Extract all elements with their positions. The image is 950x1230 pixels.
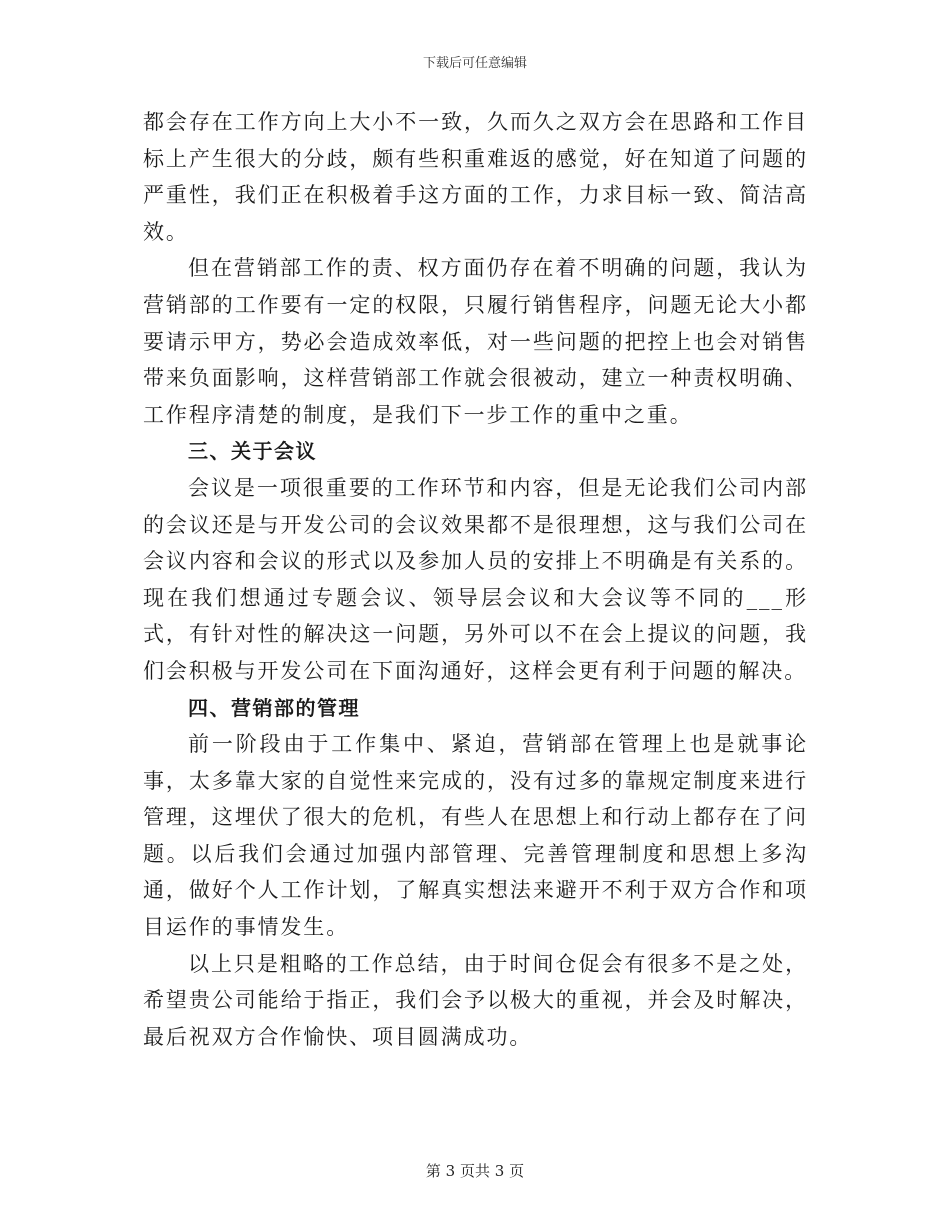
section-heading-management: 四、营销部的管理 xyxy=(188,695,360,720)
header-note: 下载后可任意编辑 xyxy=(422,56,527,71)
paragraph-meetings: 会议是一项很重要的工作环节和内容，但是无论我们公司内部的会议还是与开发公司的会议效果都不是很理想，这与我们公司在会议内容和会议的形式以及参加人员的安排上不明确是有关系的。现在我们想通过专题会议、领导层会议和大会议等不同的___形式，有针对性的解决这一问题，另外可以不在会上提议的问题，我们会积极与开发公司在下面沟通好，这样会更有利于问题的解决。 xyxy=(143,475,808,683)
paragraph-management: 前一阶段由于工作集中、紧迫，营销部在管理上也是就事论事，太多靠大家的自觉性来完成的，没有过多的靠规定制度来进行管理，这埋伏了很大的危机，有些人在思想上和行动上都存在了问题。以后我们会通过加强内部管理、完善管理制度和思想上多沟通，做好个人工作计划，了解真实想法来避开不利于双方合作和项目运作的事情发生。 xyxy=(143,732,808,940)
document-body xyxy=(143,104,808,1055)
page-number: 第 3 页共 3 页 xyxy=(425,1162,525,1180)
section-heading-meetings: 三、关于会议 xyxy=(188,439,317,464)
paragraph-responsibility: 但在营销部工作的责、权方面仍存在着不明确的问题，我认为营销部的工作要有一定的权限，只履行销售程序，问题无论大小都要请示甲方，势必会造成效率低，对一些问题的把控上也会对销售带来负面影响，这样营销部工作就会很被动，建立一种责权明确、工作程序清楚的制度，是我们下一步工作的重中之重。 xyxy=(143,256,808,427)
paragraph-closing: 以上只是粗略的工作总结，由于时间仓促会有很多不是之处，希望贵公司能给于指正，我们会予以极大的重视，并会及时解决，最后祝双方合作愉快、项目圆满成功。 xyxy=(143,951,808,1049)
paragraph-continuation: 都会存在工作方向上大小不一致，久而久之双方会在思路和工作目标上产生很大的分歧，颇有些积重难返的感觉，好在知道了问题的严重性，我们正在积极着手这方面的工作，力求目标一致、简洁高效。 xyxy=(143,110,808,244)
